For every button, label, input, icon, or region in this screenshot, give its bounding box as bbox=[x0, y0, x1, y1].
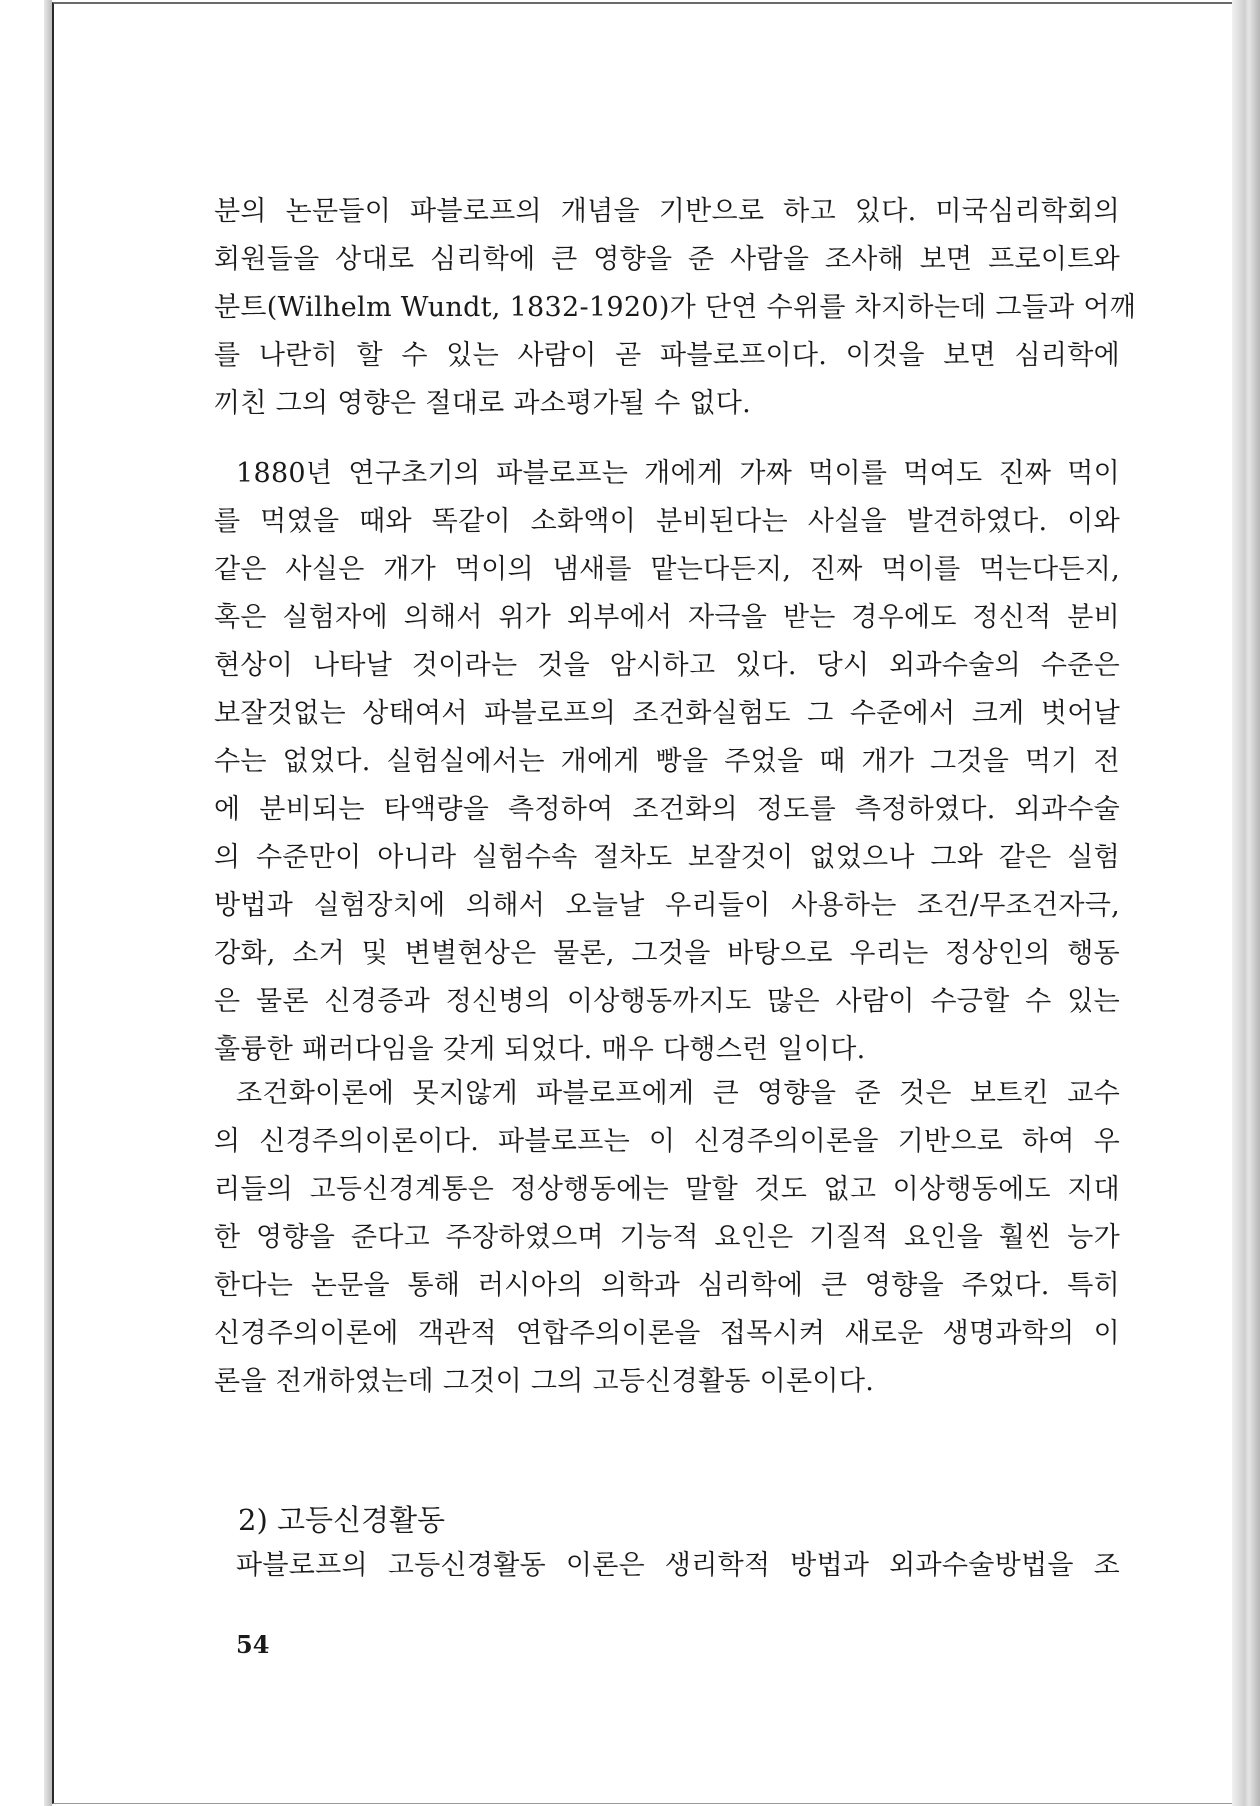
paragraph-3 bbox=[214, 1070, 1120, 1406]
book-spine-shadow bbox=[44, 0, 52, 1806]
paragraph-1 bbox=[214, 188, 1137, 428]
text-line: 파블로프의 고등신경활동 이론은 생리학적 방법과 외과수술방법을 조 bbox=[236, 1550, 1120, 1581]
text-line: 의 신경주의이론이다. 파블로프는 이 신경주의이론을 기반으로 하여 우 bbox=[214, 1126, 1120, 1157]
text-line: 분트(Wilhelm Wundt, 1832-1920)가 단연 수위를 차지하는데 그들과 어깨 bbox=[214, 292, 1137, 323]
text-line: 신경주의이론에 객관적 연합주의이론을 접목시켜 새로운 생명과학의 이 bbox=[214, 1318, 1120, 1349]
paragraph-2 bbox=[214, 450, 1120, 1074]
text-line: 를 먹였을 때와 똑같이 소화액이 분비된다는 사실을 발견하였다. 이와 bbox=[214, 506, 1120, 537]
text-line: 1880년 연구초기의 파블로프는 개에게 가짜 먹이를 먹여도 진짜 먹이 bbox=[236, 458, 1120, 489]
text-line: 보잘것없는 상태여서 파블로프의 조건화실험도 그 수준에서 크게 벗어날 bbox=[214, 698, 1120, 729]
text-line: 강화, 소거 및 변별현상은 물론, 그것을 바탕으로 우리는 정상인의 행동 bbox=[214, 938, 1120, 969]
text-line: 현상이 나타날 것이라는 것을 암시하고 있다. 당시 외과수술의 수준은 bbox=[214, 650, 1120, 681]
text-line: 같은 사실은 개가 먹이의 냄새를 맡는다든지, 진짜 먹이를 먹는다든지, bbox=[214, 554, 1120, 585]
text-line: 한 영향을 준다고 주장하였으며 기능적 요인은 기질적 요인을 훨씬 능가 bbox=[214, 1222, 1120, 1253]
text-line: 에 분비되는 타액량을 측정하여 조건화의 정도를 측정하였다. 외과수술 bbox=[214, 794, 1120, 825]
text-line: 리들의 고등신경계통은 정상행동에는 말할 것도 없고 이상행동에도 지대 bbox=[214, 1174, 1120, 1205]
text-line: 훌륭한 패러다임을 갖게 되었다. 매우 다행스런 일이다. bbox=[214, 1034, 866, 1065]
section-heading: 2) 고등신경활동 bbox=[238, 1503, 446, 1537]
text-line: 방법과 실험장치에 의해서 오늘날 우리들이 사용하는 조건/무조건자극, bbox=[214, 890, 1120, 921]
text-line: 끼친 그의 영향은 절대로 과소평가될 수 없다. bbox=[214, 388, 752, 419]
page-edge-shadow bbox=[1232, 0, 1260, 1806]
text-line: 한다는 논문을 통해 러시아의 의학과 심리학에 큰 영향을 주었다. 특히 bbox=[214, 1270, 1120, 1301]
paragraph-4 bbox=[214, 1542, 1120, 1590]
text-line: 수는 없었다. 실험실에서는 개에게 빵을 주었을 때 개가 그것을 먹기 전 bbox=[214, 746, 1120, 777]
text-line: 회원들을 상대로 심리학에 큰 영향을 준 사람을 조사해 보면 프로이트와 bbox=[214, 244, 1120, 275]
text-line: 조건화이론에 못지않게 파블로프에게 큰 영향을 준 것은 보트킨 교수 bbox=[236, 1078, 1120, 1109]
page-number: 54 bbox=[236, 1630, 270, 1659]
text-line: 를 나란히 할 수 있는 사람이 곧 파블로프이다. 이것을 보면 심리학에 bbox=[214, 340, 1120, 371]
text-line: 분의 논문들이 파블로프의 개념을 기반으로 하고 있다. 미국심리학회의 bbox=[214, 196, 1120, 227]
text-line: 의 수준만이 아니라 실험수속 절차도 보잘것이 없었으나 그와 같은 실험 bbox=[214, 842, 1120, 873]
text-line: 은 물론 신경증과 정신병의 이상행동까지도 많은 사람이 수긍할 수 있는 bbox=[214, 986, 1120, 1017]
text-line: 론을 전개하였는데 그것이 그의 고등신경활동 이론이다. bbox=[214, 1366, 875, 1397]
text-line: 혹은 실험자에 의해서 위가 외부에서 자극을 받는 경우에도 정신적 분비 bbox=[214, 602, 1120, 633]
